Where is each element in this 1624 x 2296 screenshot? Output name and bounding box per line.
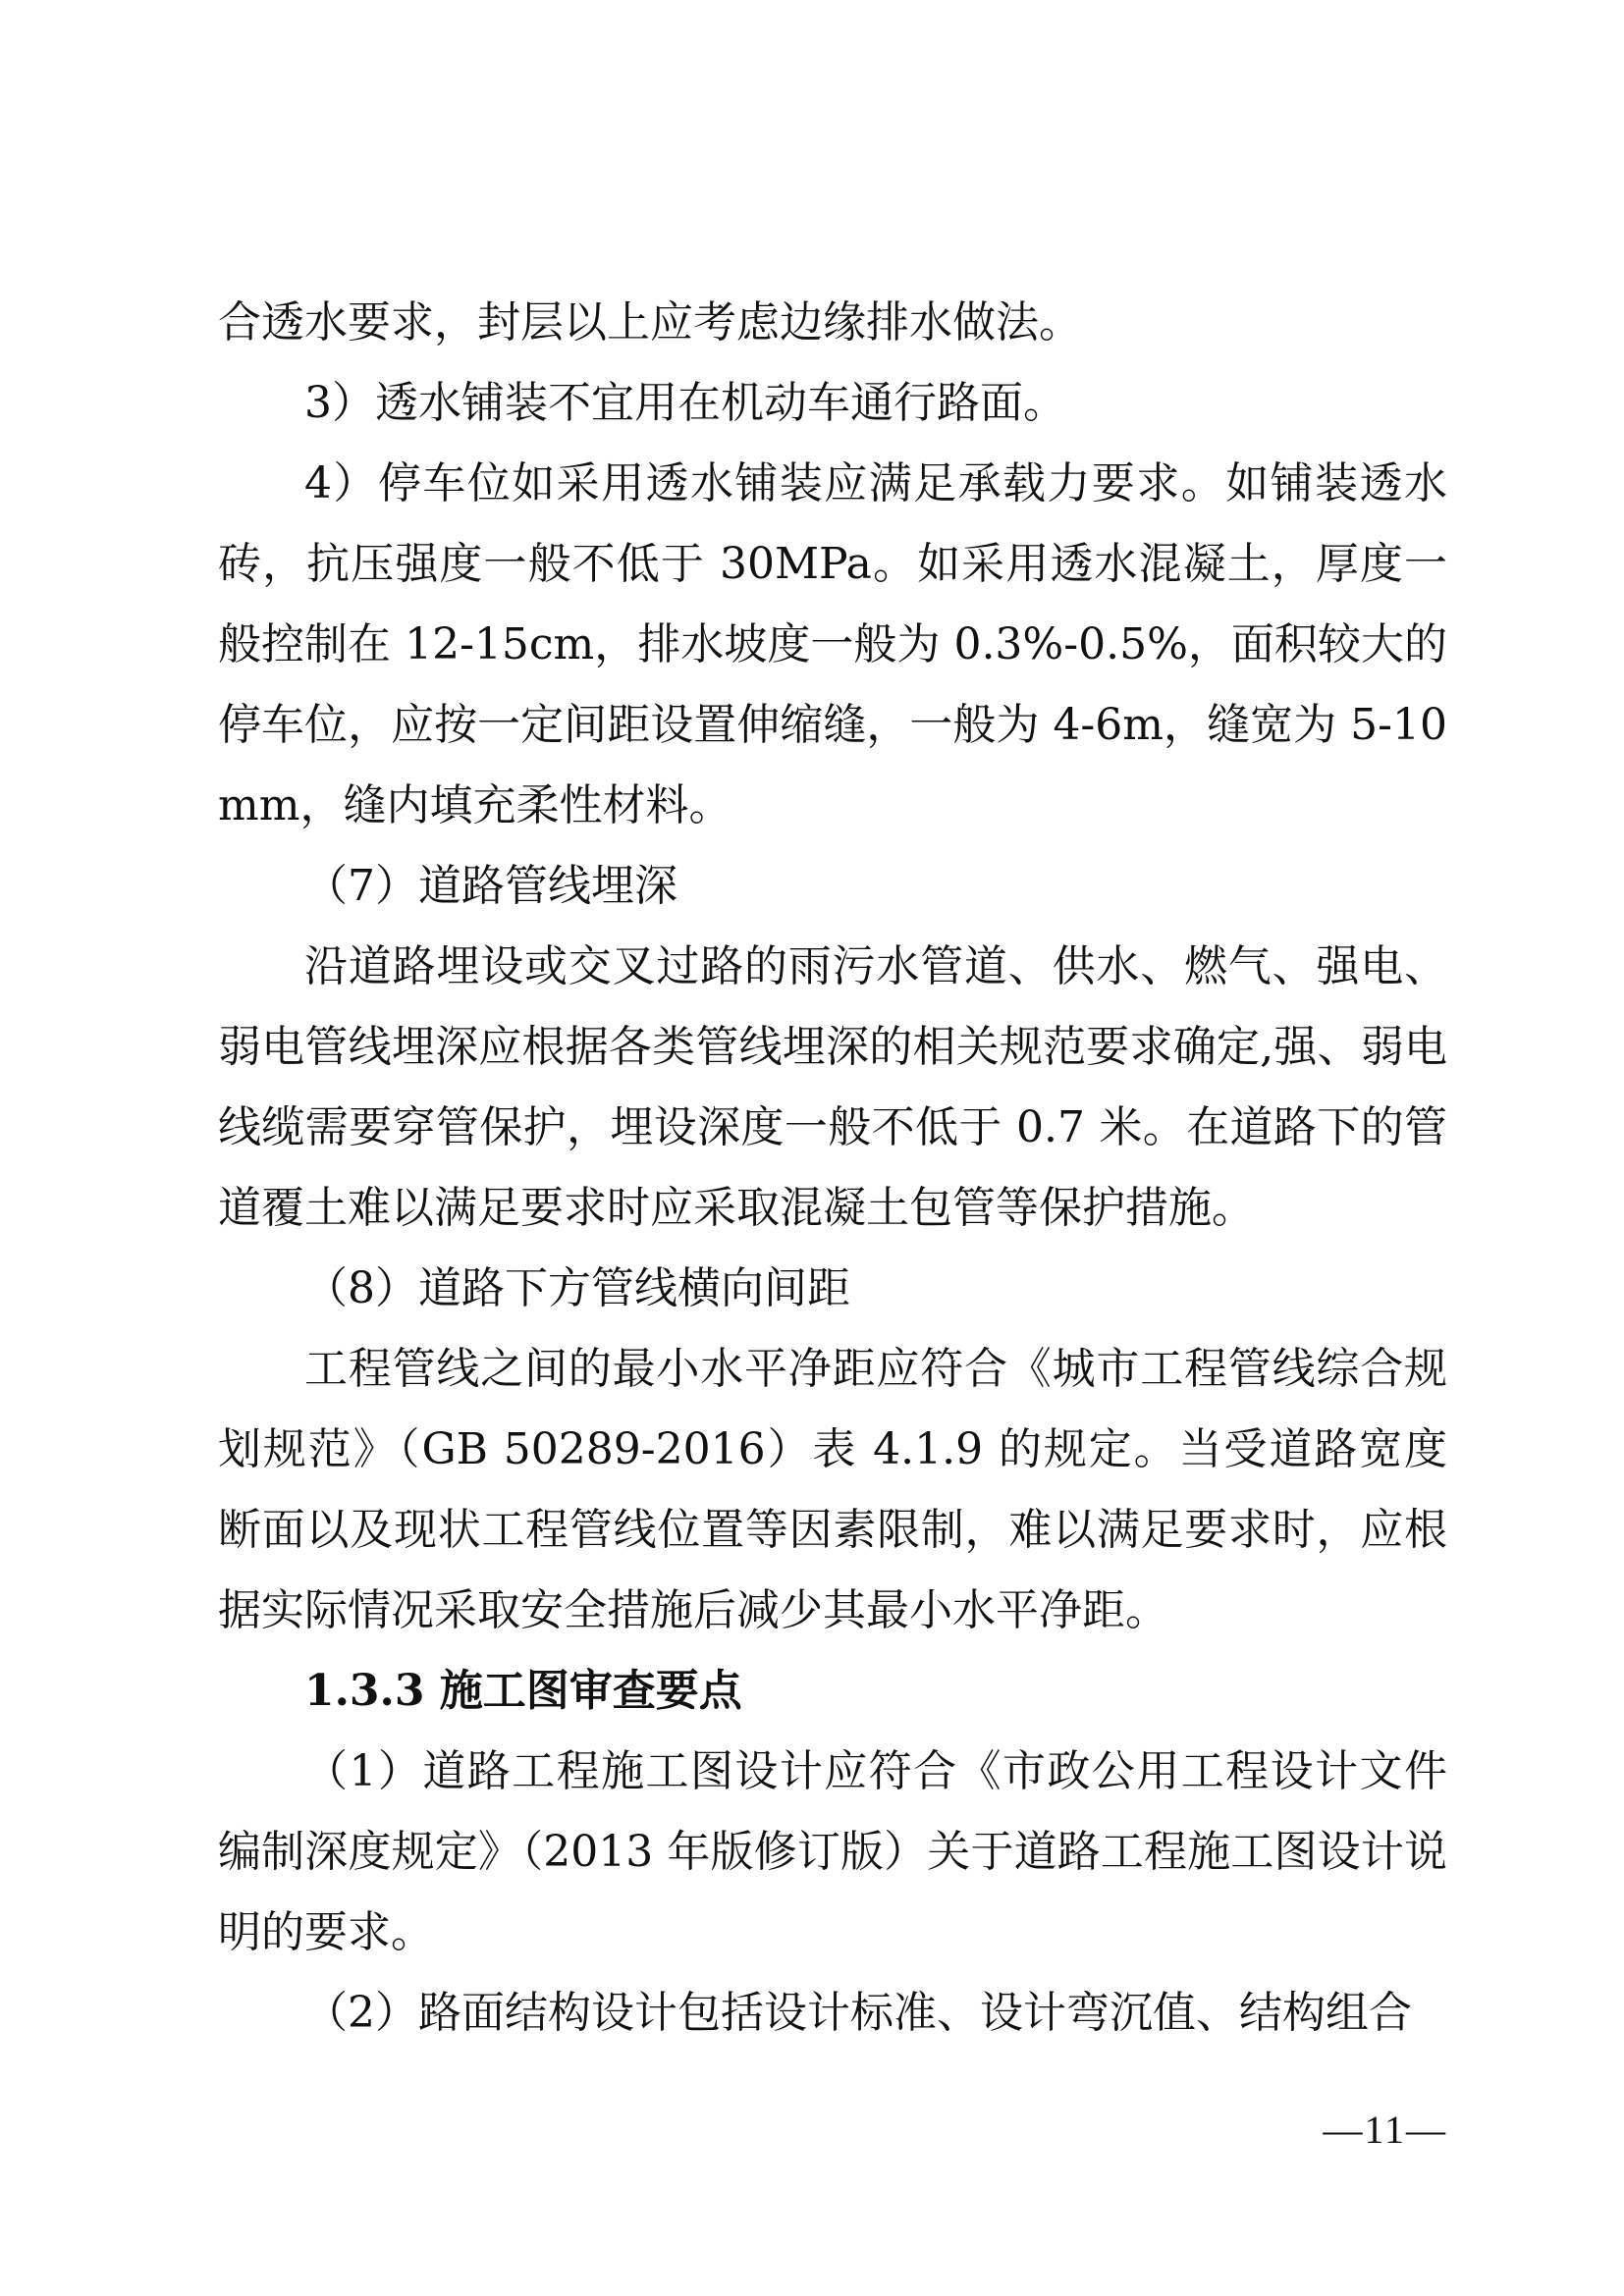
paragraph-review-2: （2）路面结构设计包括设计标准、设计弯沉值、结构组合 xyxy=(304,1988,1412,2038)
paragraph-continuation: 合透水要求，封层以上应考虑边缘排水做法。 xyxy=(218,297,1082,347)
subheading-7: （7）道路管线埋深 xyxy=(304,861,677,911)
section-heading-1-3-3: 1.3.3 施工图审查要点 xyxy=(304,1666,742,1716)
body-text xyxy=(218,283,1447,2054)
paragraph-review-1: （1）道路工程施工图设计应符合《市政公用工程设计文件编制深度规定》（2013 年版修订版）关于道路工程施工图设计说明的要求。 xyxy=(218,1746,1447,1957)
paragraph-item-4: 4）停车位如采用透水铺装应满足承载力要求。如铺装透水砖，抗压强度一般不低于 30MPa。如采用透水混凝土，厚度一般控制在 12-15cm，排水坡度一般为 0.3%-0.5%，面积较大的停车位，应按一定间距设置伸缩缝，一般为 4-6m，缝宽为 5-10mm，缝内填充柔性材料。 xyxy=(218,458,1447,830)
subheading-8: （8）道路下方管线横向间距 xyxy=(304,1263,850,1313)
paragraph-item-3: 3）透水铺装不宜用在机动车通行路面。 xyxy=(304,378,1066,428)
page-number: —11— xyxy=(1323,2108,1447,2152)
paragraph-pipeline-spacing: 工程管线之间的最小水平净距应符合《城市工程管线综合规划规范》（GB 50289-2016）表 4.1.9 的规定。当受道路宽度断面以及现状工程管线位置等因素限制，难以满足要求时，应根据实际情况采取安全措施后减少其最小水平净距。 xyxy=(218,1344,1447,1635)
paragraph-pipeline-depth: 沿道路埋设或交叉过路的雨污水管道、供水、燃气、强电、弱电管线埋深应根据各类管线埋深的相关规范要求确定,强、弱电线缆需要穿管保护，埋设深度一般不低于 0.7 米。在道路下的管道覆土难以满足要求时应采取混凝土包管等保护措施。 xyxy=(218,941,1447,1233)
